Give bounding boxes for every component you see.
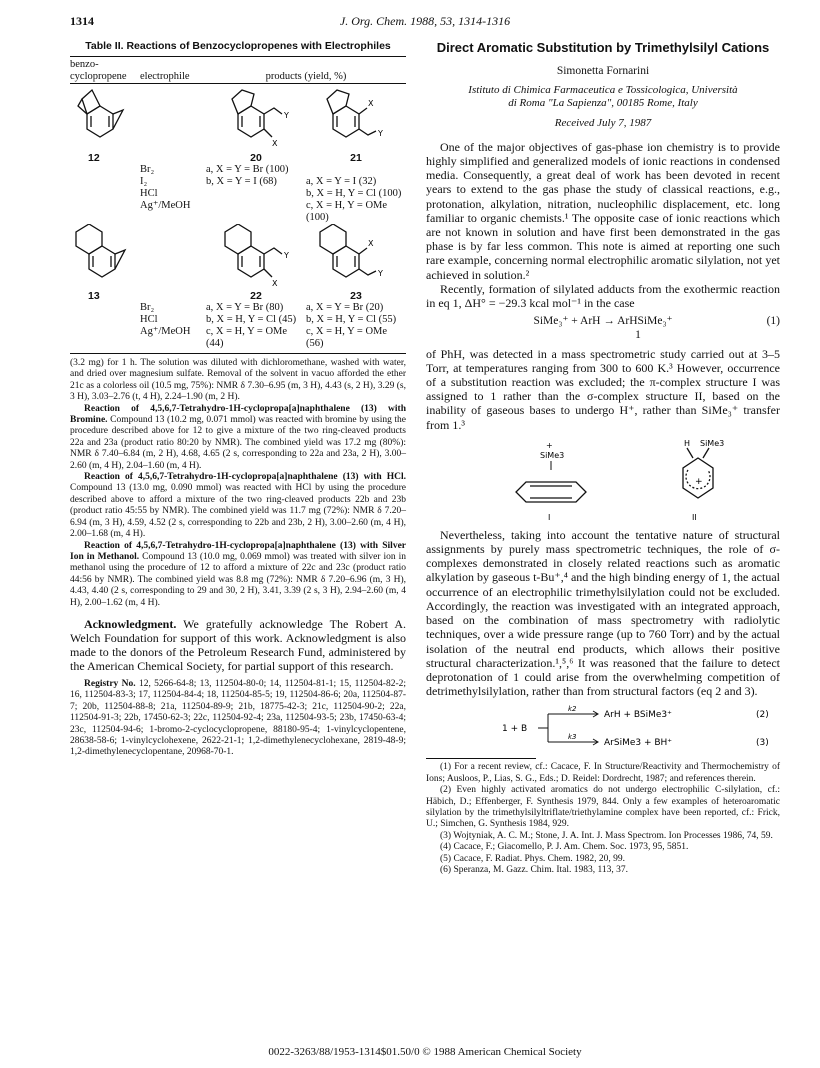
section-body: Compound 13 (10.2 mg, 0.071 mmol) was reacted with bromine by using the procedure described above for 12 to give a mixture of the two ring-cleaved products 22a and 23a (product ratio 80:20 by NMR). The combined yield was 17.2 mg (80%): NMR δ 7.40–6.84 (m, 2 H), 4.68, 4.65 (2 s, corresponding to 22a and 23a, 2 H), 3.00–2.60 (m, 4 H), 2.04–1.60 (m, 4 H). (70, 415, 407, 471)
footnote-2: (2) Even highly activated aromatics do not undergo electrophilic C-silylation, cf.: Häbich, D.; Effenberger, F. Synthesis 1979, 844. Only a few examples of heteroaromatic silylation by the trimethylsilyltriflate/triethylamine complex have been reported, cf.: Frick, U.; Simchen, G. Synthesis 1984, 929. (426, 785, 780, 830)
table-row (70, 314, 406, 326)
product-cell (306, 164, 406, 176)
table-caption: Table II. Reactions of Benzocyclopropenes with Electrophiles (85, 40, 391, 52)
page-number: 1314 (70, 14, 94, 28)
equation-1-label: 1 (635, 329, 641, 342)
equation-lhs: 1 + B (502, 724, 528, 735)
acknowledgment-body: We gratefully acknowledge The Robert A. Welch Foundation for support of this work. Acknowledgment is also made to the donors of the Petroleum Research Fund, administered by the American Chemical Society, for partial support of this research. (70, 616, 406, 673)
running-header (70, 14, 780, 30)
experimental-paragraph: (3.2 mg) for 1 h. The solution was diluted with dichloromethane, washed with water, and dried over magnesium sulfate. Removal of the solvent in vacuo afforded the ether 21c as a colorless oil (10.5 mg, 75%): NMR δ 7.30–6.95 (m, 3 H), 4.43 (s, 2 H), 3.29 (s, 3 H), 3.03–2.76 (t, 4 H), 2.24–1.90 (m, 2 H). (70, 358, 406, 403)
plus-sign: + (546, 440, 553, 450)
paragraph-4: Nevertheless, taking into account the tentative nature of structural assignments by purely mass spectrometric techniques, the role of σ-complexes demonstrated in closely related reactions such as aromatic alkylation by gaseous t-Bu⁺,⁴ and the high binding energy of 1, the actual occurrence of an electrophilic trimethylsilylation could not be excluded. Accordingly, the reaction was investigated with an integrated approach, based on the combination of mass spectrometry with radiolytic techniques, over a wide pressure range (up to 760 Torr) and by the actual isolation of the neutral end products, which allows their positive structural characterization.¹,⁵,⁶ It was reasoned that the failure to detect deprotonation of 1 could arise from the overwhelming competition of detrimethylsilylation, rather than from structural factors (eq 2 and 3). (426, 527, 780, 699)
registry-heading: Registry No. (84, 678, 136, 689)
sime3-label-ii: SiMe3 (700, 438, 725, 448)
product-cell: a, X = Y = Br (80) (206, 302, 284, 313)
substrate-13-label: 13 (88, 290, 100, 302)
product-21-label: 21 (350, 152, 362, 164)
equation-3-products: ArSiMe3 + BH⁺ (604, 738, 673, 749)
product-cell: c, X = H, Y = OMe (56) (306, 326, 388, 349)
block2-numbers (70, 290, 406, 302)
table-header-row (70, 57, 406, 83)
section-heading: Reaction of 4,5,6,7-Tetrahydro-1H-cyclopropa[a]naphthalene (13) with HCl. (84, 472, 406, 483)
col-benzo-label-2: cyclopropene (70, 71, 127, 82)
table-row (70, 176, 406, 188)
product-cell: a, X = Y = Br (20) (306, 302, 384, 313)
equation-3-number: (3) (756, 738, 769, 749)
k3-label: k3 (568, 733, 577, 742)
equation-2-number: (2) (756, 710, 769, 721)
electrophile-cell: HCl (140, 314, 158, 325)
product-cell (206, 188, 306, 200)
product-cell: b, X = Y = I (68) (206, 176, 277, 187)
label-x: X (368, 99, 374, 108)
section-body: Compound 13 (10.0 mg, 0.069 mmol) was treated with silver ion in methanol using the procedure of 12 to afford a mixture of 22c and 23c (product ratio 44:56 by NMR). The combined yield was 8.8 mg (72%): NMR δ 7.20–6.96 (m, 3 H), 4.43, 4.40 (2 s, corresponding to 29 and 30, 2 H), 3.41, 3.39 (2 s, 3 H), 2.94–2.60 (m, 4 H), 2.00–1.62 (m, 4 H). (70, 551, 406, 608)
table-bottom-rule (70, 353, 406, 354)
footnote-3: (3) Wojtyniak, A. C. M.; Stone, J. A. Int. J. Mass Spectrom. Ion Processes 1986, 74, 59. (440, 830, 773, 841)
product-cell: b, X = H, Y = Cl (100) (306, 188, 402, 199)
footnote-1: (1) For a recent review, cf.: Cacace, F. In Structure/Reactivity and Thermochemistry of Ions; Ausloos, P., Lias, S. G., Eds.; D. Reidel: Dordrecht, 1987; and references therein. (426, 762, 780, 784)
product-cell (206, 200, 306, 224)
product-cell: a, X = Y = I (32) (306, 176, 377, 187)
sime3-label-i: SiMe3 (540, 450, 565, 460)
product-20-label: 20 (250, 152, 262, 164)
label-y: Y (284, 251, 289, 260)
section-body: Compound 13 (13.0 mg, 0.090 mmol) was reacted with HCl by using the procedure described above to afford a mixture of the two ring-cleaved products 22b and 23b (product ratio 45:55 by NMR). The combined yield was 11.7 mg (72%): NMR δ 7.20–6.94 (m, 3 H), 4.59, 4.52 (2 s, corresponding to 22b and 23b, 2 H), 3.00–2.60 (m, 4 H), 2.00–1.68 (m, 4 H). (70, 483, 406, 540)
acknowledgment-heading: Acknowledgment. (84, 616, 177, 631)
footnote-rule (426, 758, 536, 759)
h-label: H (684, 438, 691, 448)
table-row (70, 200, 406, 224)
col-benzo-label-1: benzo- (70, 59, 99, 70)
registry-body: 12, 5266-64-8; 13, 112504-80-0; 14, 112504-81-1; 15, 112504-82-2; 16, 112504-83-3; 17, 112504-84-4; 18, 112504-85-5; 19, 112504-86-6; 20a, 112504-87-7; 20b, 112504-88-8; 21a, 112504-89-9; 21b, 18775-42-3; 21c, 112504-90-2; 22a, 112504-91-3; 22b, 17450-62-3; 22c, 112504-92-4; 23a, 112504-93-5; 23b, 17450-63-4; 23c, 112504-94-6; 1-bromo-2-cyclocyclopropene, 88180-95-4; 1-vinylcyclopentene, 28638-58-6; 1-vinylcyclohexene, 2622-21-1; 1,2-dimethylenecyclohexane, 2819-48-9; 1,2-dimethylenecyclopentane, 20968-70-1. (70, 678, 407, 758)
compound-13-structure (70, 224, 132, 282)
equations-2-3 (426, 702, 780, 752)
equation-1 (426, 314, 780, 342)
equation-2-products: ArH + BSiMe3⁺ (604, 710, 672, 721)
table-row (70, 326, 406, 350)
intro-paragraph: One of the major objectives of gas-phase ion chemistry is to provide highly simplified and generalized models of ionic reactions in condensed media. Consequently, a great deal of work has been devoted in recent years to extend to the gas phase the study of classical reactions, e.g., protonation, alkylation, nitration, nucleophilic displacement, etc. long familiar to organic chemists.¹ The opposite case of ionic reactions which are not known in solution and have first been demonstrated in the gas phase is by far less common. This note is aimed at reporting one such rare example, concerning normal electrophilic aromatic silylation, not yet achieved in solution.² (426, 139, 780, 282)
structure-i-label: I (548, 512, 551, 522)
product-cell: b, X = H, Y = Cl (55) (306, 314, 397, 325)
col-products-label: products (yield, %) (265, 71, 347, 82)
footnote-4: (4) Cacace, F.; Giacomello, P. J. Am. Chem. Soc. 1973, 95, 5851. (440, 842, 689, 853)
equation-1-number: (1) (766, 315, 780, 328)
label-y: Y (378, 269, 383, 278)
product-22-label: 22 (250, 290, 262, 302)
paragraph-3: of PhH, was detected in a mass spectrometric study carried out at 3–5 Torr, at temperatures ranging from 300 to 600 K.³ However, occurrence of a substitution reaction was excluded; the π-complex structure I was assigned to 1 rather than the σ-complex structure II, based on the inability of gaseous bases to undergo H⁺, rather than SiMe₃⁺ transfer from 1.³ (426, 346, 780, 432)
footnote-6: (6) Speranza, M. Gazz. Chim. Ital. 1983, 113, 37. (440, 864, 629, 875)
footnotes (426, 762, 780, 876)
product-cell: a, X = Y = Br (100) (206, 164, 289, 175)
author: Simonetta Fornarini (556, 65, 650, 77)
electrophile-cell: Br₂ (140, 164, 155, 175)
journal-citation: J. Org. Chem. 1988, 53, 1314-1316 (339, 14, 511, 28)
affiliation-line-1: Istituto di Chimica Farmaceutica e Tossicologica, Università (468, 84, 738, 97)
reactions-table (70, 57, 406, 350)
label-y: Y (284, 111, 289, 120)
block1-numbers (70, 152, 406, 164)
product-21-structure (306, 84, 402, 152)
electrophile-cell: Ag⁺/MeOH (140, 200, 191, 211)
product-cell: c, X = H, Y = OMe (44) (206, 326, 288, 349)
block1-structures (70, 84, 406, 152)
table-row (70, 164, 406, 176)
received-date: Received July 7, 1987 (554, 116, 652, 129)
product-20-structure (206, 84, 302, 152)
product-cell: b, X = H, Y = Cl (45) (206, 314, 297, 325)
label-x: X (272, 139, 278, 148)
label-x: X (272, 279, 278, 288)
affiliation-line-2: di Roma "La Sapienza", 00185 Rome, Italy (508, 97, 698, 110)
paragraph-2: Recently, formation of silylated adducts from the exothermic reaction in eq 1, ΔH° = −29.3 kcal mol⁻¹ in the case (426, 281, 780, 311)
footnote-5: (5) Cacace, F. Radiat. Phys. Chem. 1982, 20, 99. (440, 853, 625, 864)
electrophile-cell: I₂ (140, 176, 148, 187)
section-heading: Reaction of 4,5,6,7-Tetrahydro-1H-cyclopropa[a]naphthalene (13) with Silver Ion in Methanol. (70, 540, 406, 562)
left-column (70, 40, 406, 759)
electrophile-cell: HCl (140, 188, 158, 199)
substrate-12-label: 12 (88, 152, 100, 164)
electrophile-cell: Ag⁺/MeOH (140, 326, 191, 337)
plus-sign: + (695, 476, 703, 487)
product-22-structure (206, 224, 302, 290)
label-x: X (368, 239, 374, 248)
k2-label: k2 (568, 705, 577, 714)
block2-structures (70, 224, 406, 290)
section-heading: Reaction of 4,5,6,7-Tetrahydro-1H-cyclopropa[a]naphthalene (13) with Bromine. (70, 403, 406, 426)
product-23-structure (306, 224, 402, 290)
article-title: Direct Aromatic Substitution by Trimethylsilyl Cations (436, 40, 770, 55)
right-column (426, 40, 780, 876)
compound-12-structure (70, 84, 130, 144)
product-cell: c, X = H, Y = OMe (100) (306, 200, 388, 223)
table-row (70, 302, 406, 314)
structures-i-ii (426, 434, 780, 526)
table-row (70, 188, 406, 200)
electrophile-cell: Br₂ (140, 302, 155, 313)
equation-1-text: SiMe₃⁺ + ArH → ArHSiMe₃⁺ (533, 315, 673, 328)
structure-ii-label: II (692, 512, 697, 522)
label-y: Y (378, 129, 383, 138)
col-electrophile-label: electrophile (140, 71, 190, 82)
copyright-footer: 0022-3263/88/1953-1314$01.50/0 © 1988 American Chemical Society (268, 1046, 582, 1058)
product-23-label: 23 (350, 290, 362, 302)
